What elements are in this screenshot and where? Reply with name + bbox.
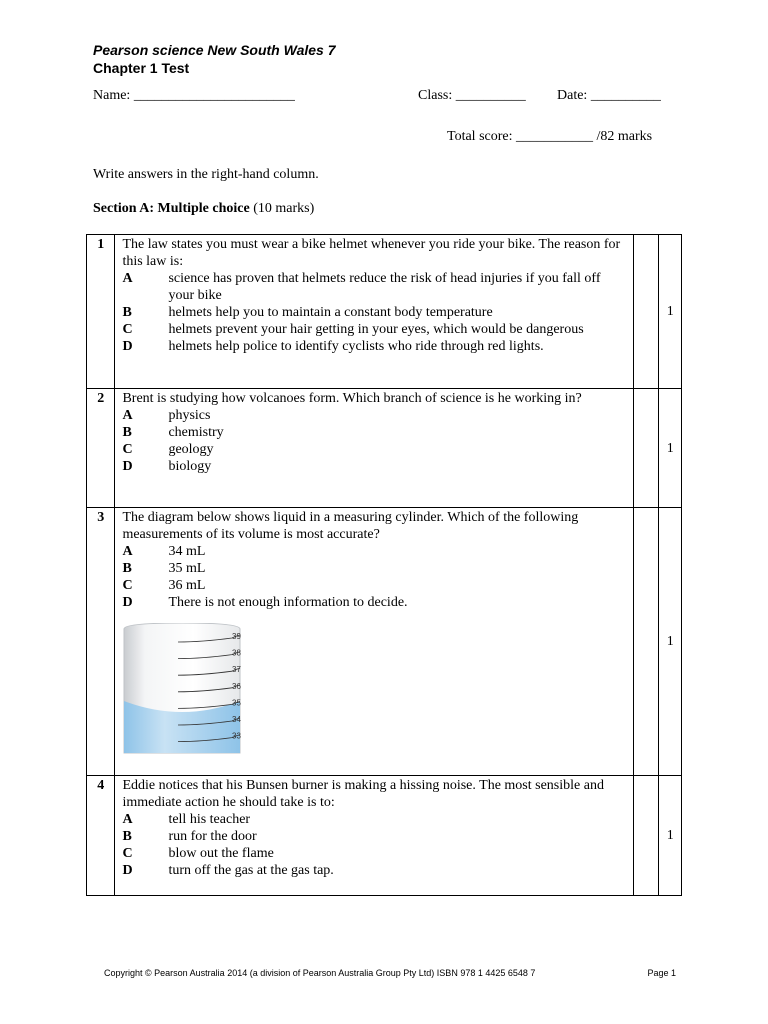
option-a[interactable] xyxy=(122,270,628,304)
option-text: geology xyxy=(168,442,214,457)
total-score-field[interactable]: Total score: ___________ /82 marks xyxy=(447,129,653,144)
marks-cell: 1 xyxy=(659,235,682,389)
option-a[interactable] xyxy=(122,811,628,828)
option-text: 36 mL xyxy=(168,578,206,593)
option-b[interactable] xyxy=(122,560,628,577)
section-marks: (10 marks) xyxy=(253,201,315,216)
option-text: tell his teacher xyxy=(168,812,251,827)
option-letter: C xyxy=(122,846,133,861)
option-letter: A xyxy=(122,408,133,423)
copyright-text: Copyright © Pearson Australia 2014 (a division of Pearson Australia Group Pty Ltd) ISBN 978 1 4425 6548 7 xyxy=(104,968,536,978)
answer-cell[interactable] xyxy=(634,389,659,508)
option-text: There is not enough information to decide. xyxy=(168,595,408,610)
class-field[interactable]: Class: __________ xyxy=(418,88,526,103)
option-text: physics xyxy=(168,408,211,423)
marks-cell: 1 xyxy=(659,389,682,508)
question-stem: The law states you must wear a bike helmet whenever you ride your bike. The reason for this law is: xyxy=(122,237,621,269)
option-d[interactable] xyxy=(122,594,628,611)
option-text: helmets help police to identify cyclists who ride through red lights. xyxy=(168,339,544,354)
question-row xyxy=(87,776,682,896)
option-c[interactable] xyxy=(122,845,628,862)
question-row xyxy=(87,508,682,776)
measuring-cylinder-icon xyxy=(122,623,282,755)
option-d[interactable] xyxy=(122,862,628,879)
question-number: 2 xyxy=(87,389,115,508)
scale-label: 36 xyxy=(232,681,242,691)
option-text: helmets prevent your hair getting in your eyes, which would be dangerous xyxy=(168,322,584,337)
question-stem: Brent is studying how volcanoes form. Which branch of science is he working in? xyxy=(122,391,582,406)
scale-label: 37 xyxy=(232,665,242,675)
option-letter: B xyxy=(122,829,132,844)
option-text: blow out the flame xyxy=(168,846,274,861)
option-text: 35 mL xyxy=(168,561,206,576)
option-d[interactable] xyxy=(122,338,628,355)
section-heading xyxy=(93,201,314,217)
option-letter: B xyxy=(122,561,132,576)
question-stem: Eddie notices that his Bunsen burner is making a hissing noise. The most sensible and immediate action he should take is to: xyxy=(122,778,604,810)
answer-cell[interactable] xyxy=(634,235,659,389)
option-text: chemistry xyxy=(168,425,224,440)
option-letter: A xyxy=(122,544,133,559)
date-field[interactable]: Date: __________ xyxy=(557,88,661,103)
option-letter: C xyxy=(122,322,133,337)
option-c[interactable] xyxy=(122,577,628,594)
option-letter: A xyxy=(122,812,133,827)
scale-label: 34 xyxy=(232,715,242,724)
instructions: Write answers in the right-hand column. xyxy=(93,167,319,182)
question-number: 1 xyxy=(87,235,115,389)
option-d[interactable] xyxy=(122,458,628,475)
option-letter: D xyxy=(122,863,133,878)
question-body xyxy=(115,235,634,389)
option-letter: D xyxy=(122,459,133,474)
marks-cell: 1 xyxy=(659,776,682,896)
option-b[interactable] xyxy=(122,828,628,845)
document-title: Pearson science New South Wales 7 xyxy=(93,42,336,58)
option-text: helmets help you to maintain a constant body temperature xyxy=(168,305,493,320)
scale-label: 33 xyxy=(232,731,242,741)
question-number: 3 xyxy=(87,508,115,776)
measuring-cylinder-diagram xyxy=(122,623,282,755)
option-c[interactable] xyxy=(122,321,628,338)
scale-label: 39 xyxy=(232,632,242,641)
option-a[interactable] xyxy=(122,407,628,424)
option-b[interactable] xyxy=(122,304,628,321)
question-body xyxy=(115,776,634,896)
option-text: run for the door xyxy=(168,829,257,844)
section-title: Section A: Multiple choice xyxy=(93,201,250,216)
option-text: biology xyxy=(168,459,212,474)
option-a[interactable] xyxy=(122,543,628,560)
option-b[interactable] xyxy=(122,424,628,441)
option-letter: B xyxy=(122,305,132,320)
page-number: Page 1 xyxy=(647,968,676,978)
option-letter: B xyxy=(122,425,132,440)
question-row xyxy=(87,389,682,508)
option-text: turn off the gas at the gas tap. xyxy=(168,863,334,878)
question-number: 4 xyxy=(87,776,115,896)
marks-cell: 1 xyxy=(659,508,682,776)
option-letter: D xyxy=(122,595,133,610)
answer-cell[interactable] xyxy=(634,508,659,776)
option-c[interactable] xyxy=(122,441,628,458)
option-letter: A xyxy=(122,271,133,286)
option-text: science has proven that helmets reduce the risk of head injuries if you fall off your bike xyxy=(168,271,601,303)
chapter-title: Chapter 1 Test xyxy=(93,60,190,76)
questions-table xyxy=(86,234,682,896)
option-letter: C xyxy=(122,578,133,593)
scale-label: 35 xyxy=(232,698,242,708)
option-text: 34 mL xyxy=(168,544,206,559)
option-letter: D xyxy=(122,339,133,354)
question-body xyxy=(115,389,634,508)
question-row xyxy=(87,235,682,389)
answer-cell[interactable] xyxy=(634,776,659,896)
question-body xyxy=(115,508,634,776)
option-letter: C xyxy=(122,442,133,457)
scale-label: 38 xyxy=(232,648,242,658)
name-field[interactable]: Name: _______________________ xyxy=(93,88,295,103)
question-stem: The diagram below shows liquid in a measuring cylinder. Which of the following measurements of its volume is most accurate? xyxy=(122,510,579,542)
